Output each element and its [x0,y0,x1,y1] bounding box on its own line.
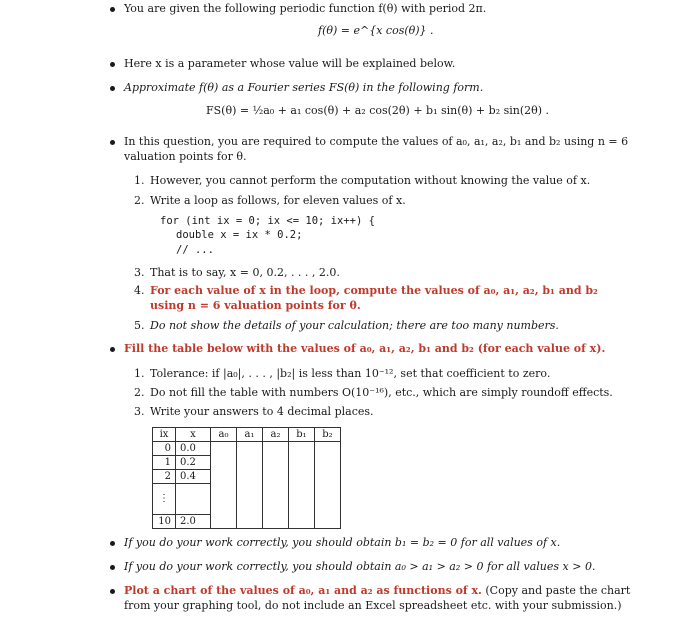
bullet-dot [110,86,115,91]
list1-number: 1. [134,174,145,187]
list2-number: 1. [134,367,145,380]
bullet-dot [110,565,115,570]
bullet-text-a-ordering: If you do your work correctly, you should obtain a₀ > a₁ > a₂ > 0 for all values x > 0. [124,560,596,573]
table-cell-ix: 10 [153,515,176,529]
plot-chart-red-text: Plot a chart of the values of a₀, a₁ and a₂ as functions of x. [124,584,482,597]
table-cell-a2[interactable] [263,442,289,529]
table-header: b₁ [289,428,315,442]
bullet-text-parameter-x: Here x is a parameter whose value will be explained below. [124,57,456,70]
list2-number: 3. [134,405,145,418]
table-cell-x [176,484,211,515]
table-cell-ix: 2 [153,470,176,484]
list2-item-text: Write your answers to 4 decimal places. [150,405,374,418]
table-header: x [176,428,211,442]
bullet-dot [110,589,115,594]
table-row [153,442,341,456]
bullet-dot [110,62,115,67]
list1-number: 3. [134,266,145,279]
table-cell-ix: 0 [153,442,176,456]
bullet-text-periodic-function: You are given the following periodic function f(θ) with period 2π. [124,2,487,15]
formula-f-theta: f(θ) = e^{x cos(θ)} . [318,24,434,37]
list1-number: 2. [134,194,145,207]
table-header: a₂ [263,428,289,442]
answer-table [152,427,341,529]
table-header: ix [153,428,176,442]
list1-item-text: That is to say, x = 0, 0.2, . . . , 2.0. [150,266,340,279]
table-header: a₁ [237,428,263,442]
bullet-dot [110,541,115,546]
table-cell-x: 0.4 [176,470,211,484]
bullet-text-b-zero: If you do your work correctly, you should obtain b₁ = b₂ = 0 for all values of x. [124,536,561,549]
list1-item-text: Do not show the details of your calculation; there are too many numbers. [150,319,559,332]
list1-number: 5. [134,319,145,332]
list2-item-text: Do not fill the table with numbers O(10⁻¹⁶), etc., which are simply roundoff effects. [150,386,613,399]
table-cell-a0[interactable] [211,442,237,529]
formula-fourier-series: FS(θ) = ½a₀ + a₁ cos(θ) + a₂ cos(2θ) + b₁ sin(θ) + b₂ sin(2θ) . [206,104,550,117]
code-line-comment: // ... [176,244,214,256]
list1-item-text: However, you cannot perform the computation without knowing the value of x. [150,174,591,187]
bullet-dot [110,347,115,352]
table-cell-x: 0.0 [176,442,211,456]
code-line-for-loop: for (int ix = 0; ix <= 10; ix++) { [160,215,375,227]
bullet-text-compute-values-1: In this question, you are required to compute the values of a₀, a₁, a₂, b₁ and b₂ using n = 6 [124,135,629,148]
table-cell-b1[interactable] [289,442,315,529]
table-cell-x: 0.2 [176,456,211,470]
bullet-dot [110,7,115,12]
bullet-text-plot-chart-2: from your graphing tool, do not include an Excel spreadsheet etc. with your submission.) [124,599,622,612]
bullet-dot [110,140,115,145]
code-line-double-x: double x = ix * 0.2; [176,229,303,241]
table-cell-x: 2.0 [176,515,211,529]
table-header: a₀ [211,428,237,442]
list2-number: 2. [134,386,145,399]
bullet-text-compute-values-2: valuation points for θ. [124,150,247,163]
table-cell-ix: ⋮ [153,484,176,515]
table-header: b₂ [315,428,341,442]
table-cell-ix: 1 [153,456,176,470]
list1-item-text-red: using n = 6 valuation points for θ. [150,299,361,312]
bullet-text-approximate: Approximate f(θ) as a Fourier series FS(θ) in the following form. [124,81,484,94]
table-cell-a1[interactable] [237,442,263,529]
list2-item-text: Tolerance: if |a₀|, . . . , |b₂| is less than 10⁻¹², set that coefficient to zero. [150,367,551,380]
list1-item-text-red: For each value of x in the loop, compute the values of a₀, a₁, a₂, b₁ and b₂ [150,284,598,297]
bullet-text-plot-chart [124,583,630,598]
table-cell-b2[interactable] [315,442,341,529]
plot-chart-rest-text: (Copy and paste the chart [481,584,631,597]
list1-item-text: Write a loop as follows, for eleven values of x. [150,194,406,207]
bullet-text-fill-table: Fill the table below with the values of a₀, a₁, a₂, b₁ and b₂ (for each value of x). [124,342,606,355]
list1-number: 4. [134,284,145,297]
